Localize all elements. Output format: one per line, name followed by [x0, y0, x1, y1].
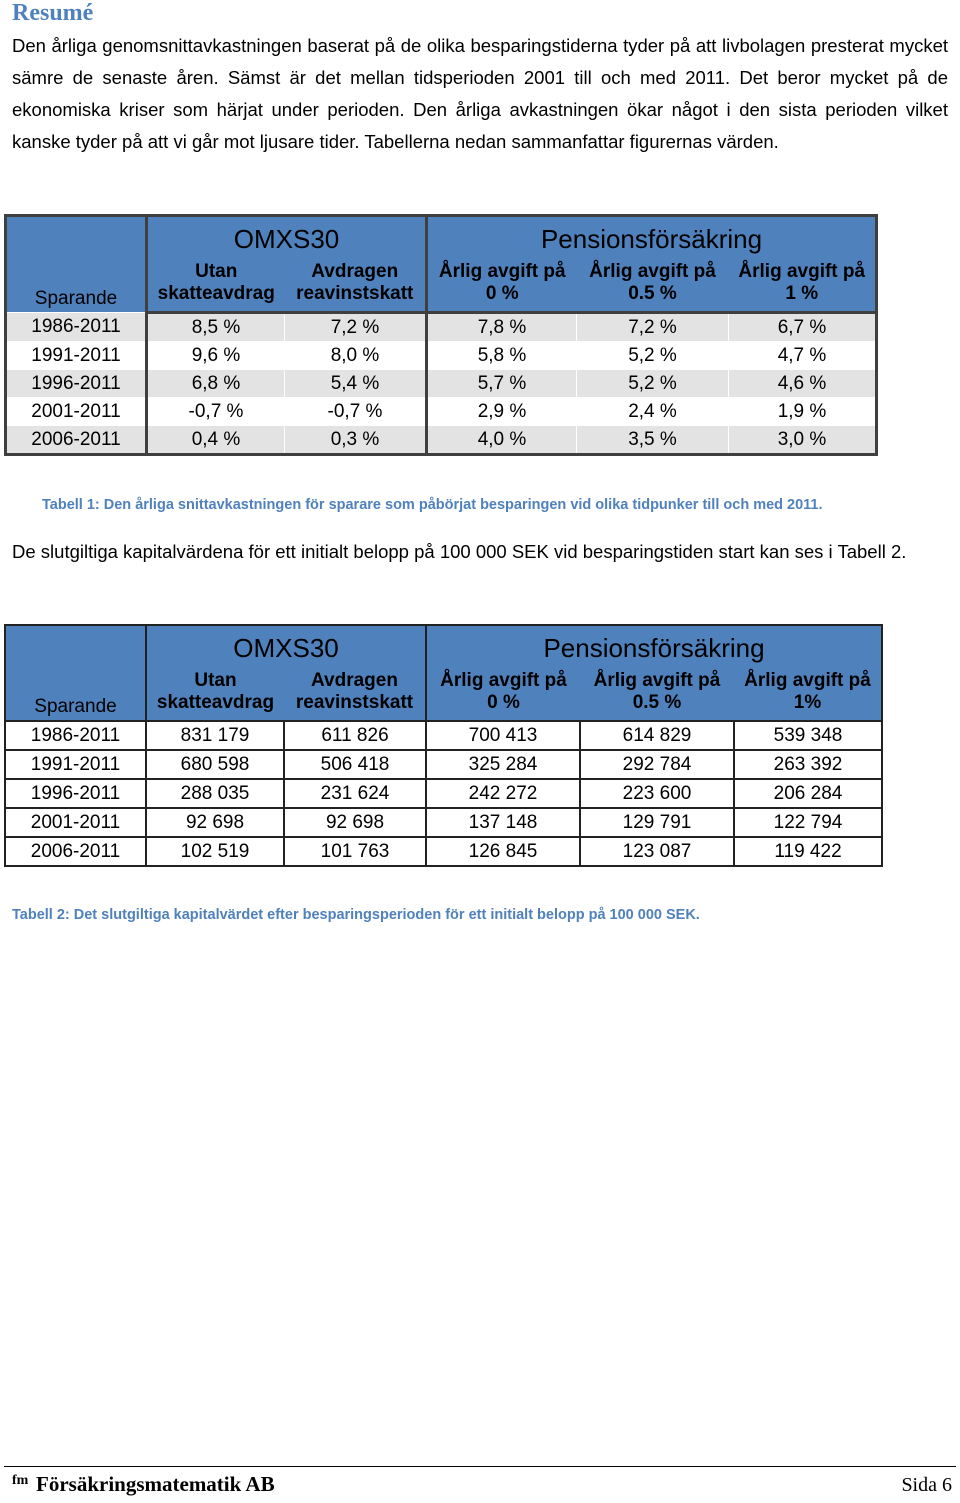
cell-value: 539 348 — [734, 721, 882, 750]
cell-value: 292 784 — [580, 750, 734, 779]
table-row — [6, 313, 877, 342]
cell-value: 5,7 % — [427, 370, 577, 398]
cell-value: 288 035 — [146, 779, 284, 808]
cell-value: 3,5 % — [577, 426, 729, 455]
cell-value: 5,2 % — [577, 342, 729, 370]
cell-value: 5,2 % — [577, 370, 729, 398]
header-group-omxs30: OMXS30 — [147, 216, 427, 256]
cell-value: 242 272 — [426, 779, 580, 808]
cell-value: 680 598 — [146, 750, 284, 779]
cell-value: 9,6 % — [147, 342, 285, 370]
header-avdragen-line1: Avdragen — [285, 255, 427, 283]
cell-value: 6,8 % — [147, 370, 285, 398]
header-fee0-line2: 0 % — [426, 692, 580, 721]
cell-value: 92 698 — [284, 808, 426, 837]
cell-value: 831 179 — [146, 721, 284, 750]
table-row — [6, 370, 877, 398]
cell-value: 126 845 — [426, 837, 580, 866]
header-utan-line2: skatteavdrag — [147, 283, 285, 313]
header-utan-line2: skatteavdrag — [146, 692, 284, 721]
cell-value: 119 422 — [734, 837, 882, 866]
cell-value: 8,0 % — [285, 342, 427, 370]
header-fee05-line1: Årlig avgift på — [577, 255, 729, 283]
cell-value: -0,7 % — [147, 398, 285, 426]
section-heading: Resumé — [12, 0, 94, 26]
cell-value: 92 698 — [146, 808, 284, 837]
cell-value: 231 624 — [284, 779, 426, 808]
cell-value: 2,9 % — [427, 398, 577, 426]
cell-value: 0,3 % — [285, 426, 427, 455]
cell-value: 700 413 — [426, 721, 580, 750]
cell-period: 2006-2011 — [5, 837, 146, 866]
cell-value: 614 829 — [580, 721, 734, 750]
header-utan-line1: Utan — [146, 664, 284, 692]
cell-value: 1,9 % — [729, 398, 877, 426]
footer-company-name: Försäkringsmatematik AB — [36, 1472, 275, 1496]
cell-value: 101 763 — [284, 837, 426, 866]
cell-period: 1986-2011 — [5, 721, 146, 750]
second-paragraph: De slutgiltiga kapitalvärdena för ett initialt belopp på 100 000 SEK vid besparingstiden start kan ses i Tabell 2. — [12, 541, 907, 562]
cell-value: 325 284 — [426, 750, 580, 779]
page-number: Sida 6 — [901, 1474, 952, 1496]
cell-period: 1996-2011 — [6, 370, 147, 398]
cell-value: -0,7 % — [285, 398, 427, 426]
cell-value: 4,0 % — [427, 426, 577, 455]
cell-value: 263 392 — [734, 750, 882, 779]
cell-value: 137 148 — [426, 808, 580, 837]
table-row — [5, 837, 882, 866]
header-fee05-line1: Årlig avgift på — [580, 664, 734, 692]
cell-value: 0,4 % — [147, 426, 285, 455]
cell-value: 5,8 % — [427, 342, 577, 370]
table2-caption: Tabell 2: Det slutgiltiga kapitalvärdet efter besparingsperioden för ett initialt belopp på 100 000 SEK. — [12, 907, 700, 923]
cell-value: 3,0 % — [729, 426, 877, 455]
cell-value: 5,4 % — [285, 370, 427, 398]
cell-value: 4,7 % — [729, 342, 877, 370]
table-row — [6, 426, 877, 455]
cell-value: 7,8 % — [427, 313, 577, 342]
intro-paragraph: Den årliga genomsnittavkastningen baserat på de olika besparingstiderna tyder på att livbolagen presterat mycket sämre de senaste åren. Sämst är det mellan tidsperioden 2001 till och med 2011. Det beror mycket på de ekonomiska kriser som härjat under perioden. Den årliga avkastningen ökar något i den sista perioden vilket kanske tyder på att vi går mot ljusare tider. Tabellerna nedan sammanfattar figurernas värden. — [12, 35, 948, 152]
cell-value: 8,5 % — [147, 313, 285, 342]
header-fee1-line2: 1% — [734, 692, 882, 721]
cell-value: 4,6 % — [729, 370, 877, 398]
header-fee0-line2: 0 % — [427, 283, 577, 313]
header-fee1-line2: 1 % — [729, 283, 877, 313]
footer-divider — [4, 1466, 956, 1467]
cell-value: 123 087 — [580, 837, 734, 866]
header-sparande: Sparande — [6, 216, 147, 313]
header-avdragen-line2: reavinstskatt — [285, 283, 427, 313]
cell-value: 2,4 % — [577, 398, 729, 426]
table-average-return — [4, 214, 878, 456]
header-group-omxs30: OMXS30 — [146, 625, 426, 664]
header-sparande: Sparande — [5, 625, 146, 721]
table-row — [5, 750, 882, 779]
table-row — [6, 342, 877, 370]
cell-period: 2001-2011 — [5, 808, 146, 837]
header-fee05-line2: 0.5 % — [580, 692, 734, 721]
cell-value: 7,2 % — [285, 313, 427, 342]
header-avdragen-line2: reavinstskatt — [284, 692, 426, 721]
cell-period: 1986-2011 — [6, 313, 147, 342]
cell-value: 6,7 % — [729, 313, 877, 342]
cell-value: 122 794 — [734, 808, 882, 837]
header-fee1-line1: Årlig avgift på — [729, 255, 877, 283]
table-final-capital — [4, 624, 883, 867]
cell-period: 2001-2011 — [6, 398, 147, 426]
header-fee1-line1: Årlig avgift på — [734, 664, 882, 692]
cell-value: 102 519 — [146, 837, 284, 866]
cell-period: 1991-2011 — [5, 750, 146, 779]
cell-value: 7,2 % — [577, 313, 729, 342]
cell-value: 129 791 — [580, 808, 734, 837]
header-fee05-line2: 0.5 % — [577, 283, 729, 313]
table-row — [5, 721, 882, 750]
header-fee0-line1: Årlig avgift på — [426, 664, 580, 692]
table-row — [5, 808, 882, 837]
header-fee0-line1: Årlig avgift på — [427, 255, 577, 283]
cell-period: 2006-2011 — [6, 426, 147, 455]
cell-period: 1996-2011 — [5, 779, 146, 808]
header-avdragen-line1: Avdragen — [284, 664, 426, 692]
cell-value: 506 418 — [284, 750, 426, 779]
cell-value: 611 826 — [284, 721, 426, 750]
header-utan-line1: Utan — [147, 255, 285, 283]
table1-caption: Tabell 1: Den årliga snittavkastningen för sparare som påbörjat besparingen vid olika tidpunker till och med 2011. — [42, 497, 823, 513]
header-group-pension: Pensionsförsäkring — [427, 216, 877, 256]
cell-period: 1991-2011 — [6, 342, 147, 370]
table-row — [5, 779, 882, 808]
company-logo: fm — [12, 1473, 29, 1488]
header-group-pension: Pensionsförsäkring — [426, 625, 882, 664]
table-row — [6, 398, 877, 426]
cell-value: 206 284 — [734, 779, 882, 808]
cell-value: 223 600 — [580, 779, 734, 808]
